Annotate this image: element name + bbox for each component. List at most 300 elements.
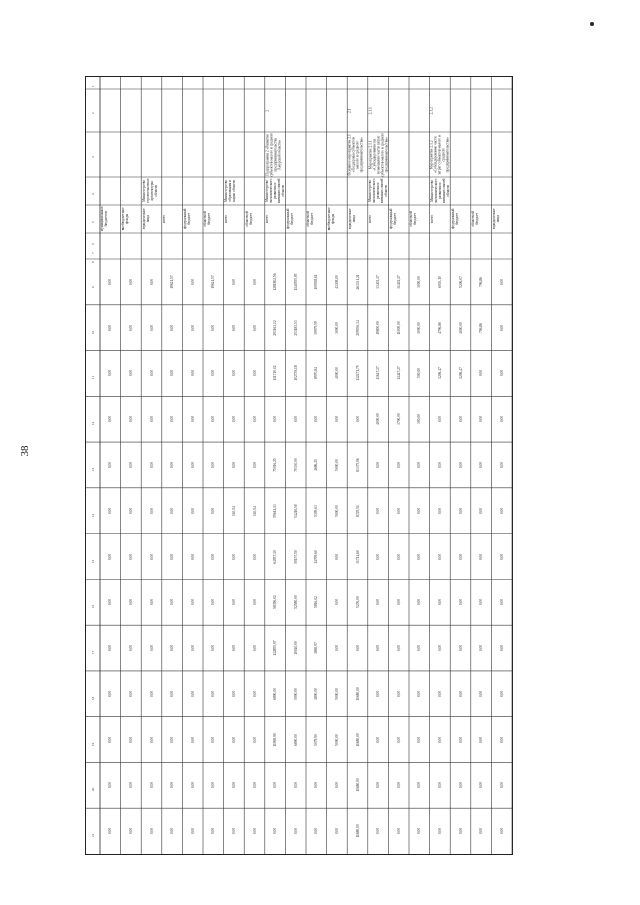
cell-value: 0,00 — [458, 461, 463, 469]
cell-value: 0,00 — [334, 827, 339, 835]
cell-source: всего — [162, 214, 167, 224]
cell-value: 0,00 — [252, 599, 257, 606]
cell-value: 0,00 — [314, 416, 319, 423]
cell-value: 0,00 — [231, 278, 236, 286]
cell-value: 0,00 — [211, 370, 216, 377]
cell-value: 5206,07 — [458, 276, 463, 288]
column-number: 14 — [91, 513, 95, 517]
cell-value: 0,00 — [479, 782, 484, 789]
cell-value: 102739,18 — [293, 365, 298, 382]
cell-value: 0,00 — [190, 324, 195, 331]
cell-value: 8725,51 — [355, 504, 360, 517]
cell-value: 0,00 — [190, 278, 195, 286]
cell-value: 0,00 — [437, 599, 442, 606]
cell-value: 0,00 — [190, 461, 195, 469]
cell-value: 0,00 — [128, 690, 133, 697]
cell-value: 163,54 — [231, 505, 236, 516]
cell-executor: Министерство строительства и архитектуры области — [141, 178, 158, 204]
column-number: 7 — [91, 252, 95, 254]
column-number: 13 — [91, 467, 95, 471]
column-number: 3 — [91, 156, 95, 158]
cell-value: 1000,00 — [417, 321, 422, 334]
cell-value: 58396,02 — [273, 595, 278, 610]
cell-value: 0,00 — [293, 416, 298, 423]
cell-value: 111710,02 — [273, 365, 278, 381]
cell-value: 0,00 — [149, 782, 154, 789]
cell-value: 0,00 — [190, 827, 195, 835]
cell-value: 5816,02 — [314, 596, 319, 609]
cell-value: 0,00 — [190, 370, 195, 377]
cell-value: 0,00 — [211, 507, 216, 514]
cell-value: 0,00 — [170, 507, 175, 514]
cell-value: 0,00 — [252, 827, 257, 835]
cell-value: 0,00 — [211, 416, 216, 423]
column-number: 6 — [91, 243, 95, 245]
cell-value: 0,00 — [479, 553, 484, 560]
cell-value: 0,00 — [231, 827, 236, 835]
cell-value: 0,00 — [417, 827, 422, 835]
cell-executor: Министерство экономического развития и внешних связей области — [368, 178, 389, 204]
cell-source: внебюджетные фонды — [327, 207, 336, 231]
cell-value: 5395,63 — [314, 504, 319, 517]
cell-value: 0,00 — [170, 690, 175, 697]
cell-source: внебюджетные фонды — [121, 207, 130, 231]
cell-value: 0,00 — [499, 416, 504, 423]
cell-value: 5276,00 — [355, 596, 360, 609]
cell-value: 0,00 — [417, 736, 422, 743]
cell-value: 0,00 — [437, 416, 442, 423]
cell-source: юридические лица — [347, 208, 356, 230]
cell-value: 0,00 — [417, 644, 422, 652]
cell-value: 4686,25 — [314, 459, 319, 471]
cell-value: 0,00 — [273, 416, 278, 423]
cell-value: 0,00 — [128, 644, 133, 652]
cell-value: 0,00 — [499, 827, 504, 835]
column-number: 9 — [91, 286, 95, 288]
cell-value: 0,00 — [231, 599, 236, 606]
cell-value: 0,00 — [458, 827, 463, 835]
cell-value: 3000,00 — [334, 321, 339, 334]
cell-value: 0,00 — [170, 416, 175, 423]
cell-value: 3700,00 — [396, 413, 401, 426]
cell-value: 0,00 — [190, 690, 195, 697]
cell-value: 4000,00 — [458, 321, 463, 334]
cell-value: 0,00 — [396, 599, 401, 606]
cell-value: 0,00 — [314, 827, 319, 835]
cell-value: 0,00 — [334, 599, 339, 606]
cell-value: 10040,00 — [293, 641, 298, 655]
cell-value: 0,00 — [273, 782, 278, 789]
cell-value: 6890,00 — [293, 733, 298, 746]
cell-value: 0,00 — [211, 736, 216, 743]
cell-value: 0,00 — [211, 690, 216, 697]
cell-value: 0,00 — [437, 507, 442, 514]
cell-value: 0,00 — [396, 644, 401, 652]
cell-value: 0,00 — [376, 782, 381, 789]
cell-value: 796,86 — [479, 276, 484, 287]
cell-value: 4000,00 — [334, 367, 339, 380]
cell-executor: Министерство экономического развития и внешних связей области — [265, 178, 286, 204]
cell-row-label: 2 — [265, 109, 270, 112]
cell-name: Подпрограмма 2 «Развитие субъектов малого и среднего предпринимательства Амурской области» — [265, 132, 282, 177]
cell-value: 1206,47 — [458, 367, 463, 380]
cell-value: 0,00 — [190, 736, 195, 743]
cell-value: 0,00 — [293, 827, 298, 835]
cell-value: 0,00 — [149, 553, 154, 560]
cell-value: 0,00 — [211, 782, 216, 789]
cell-value: 83375,06 — [355, 458, 360, 472]
cell-value: 0,00 — [170, 370, 175, 377]
cell-value: 0,00 — [376, 461, 381, 469]
cell-value: 19621,57 — [170, 275, 175, 289]
cell-value: 0,00 — [231, 553, 236, 560]
cell-value: 52580,00 — [293, 595, 298, 610]
cell-value: 6003,10 — [437, 276, 442, 288]
cell-value: 0,00 — [252, 690, 257, 697]
cell-value: 0,00 — [499, 736, 504, 743]
cell-source: юридические лица — [491, 208, 500, 230]
cell-value: 5000,00 — [334, 504, 339, 517]
cell-value: 0,00 — [417, 599, 422, 606]
cell-value: 0,00 — [396, 782, 401, 789]
cell-value: 112271,75 — [355, 365, 360, 381]
cell-value: 0,00 — [149, 278, 154, 286]
cell-value: 0,00 — [128, 324, 133, 331]
column-number: 8 — [91, 261, 95, 263]
cell-value: 1800,00 — [314, 687, 319, 700]
cell-value: 0,00 — [479, 461, 484, 469]
cell-value: 0,00 — [128, 736, 133, 743]
cell-source: всего — [265, 214, 270, 224]
cell-source: областной бюджет — [306, 211, 315, 227]
column-number: 18 — [91, 696, 95, 700]
cell-value: 0,00 — [149, 599, 154, 606]
cell-value: 14447,27 — [396, 366, 401, 381]
cell-value: 0,00 — [376, 507, 381, 514]
cell-value: 0,00 — [108, 507, 113, 514]
cell-value: 0,00 — [108, 324, 113, 331]
cell-value: 54216,50 — [293, 503, 298, 518]
cell-value: 0,00 — [211, 324, 216, 331]
cell-value: 0,00 — [376, 599, 381, 606]
cell-value: 0,00 — [190, 553, 195, 560]
cell-value: 0,00 — [149, 461, 154, 469]
cell-value: 70330,00 — [293, 458, 298, 472]
cell-value: 0,00 — [376, 690, 381, 697]
column-number: 16 — [91, 605, 95, 609]
cell-value: 0,00 — [231, 416, 236, 423]
cell-value: 5079,90 — [314, 733, 319, 746]
cell-value: 0,00 — [170, 599, 175, 606]
cell-value: 0,00 — [458, 644, 463, 652]
cell-value: 0,00 — [417, 553, 422, 560]
cell-value: 0,00 — [479, 599, 484, 606]
cell-source: федеральный бюджет — [182, 208, 191, 230]
cell-value: 0,00 — [108, 644, 113, 652]
cell-value: 0,00 — [479, 736, 484, 743]
cell-value: 0,00 — [458, 553, 463, 560]
cell-value: 0,00 — [108, 599, 113, 606]
column-number: 19 — [91, 742, 95, 746]
cell-value: 0,00 — [211, 644, 216, 652]
cell-value: 0,00 — [149, 507, 154, 514]
cell-value: 0,00 — [252, 370, 257, 377]
cell-value: 0,00 — [170, 644, 175, 652]
cell-value: 0,00 — [458, 599, 463, 606]
cell-source: всего — [430, 214, 435, 224]
cell-value: 0,00 — [437, 553, 442, 560]
cell-value: 0,00 — [170, 553, 175, 560]
cell-value: 11680,00 — [355, 824, 360, 838]
cell-value: 0,00 — [479, 827, 484, 835]
cell-value: 1206,47 — [437, 367, 442, 380]
column-number: 10 — [91, 330, 95, 334]
cell-value: 0,00 — [128, 553, 133, 560]
cell-value: 0,00 — [108, 416, 113, 423]
cell-value: 112855,97 — [273, 640, 278, 656]
cell-value: 0,00 — [211, 827, 216, 835]
cell-value: 0,00 — [128, 507, 133, 514]
cell-value: 0,00 — [190, 507, 195, 514]
cell-value: 0,00 — [252, 782, 257, 789]
cell-source: федеральный бюджет — [450, 208, 459, 230]
cell-value: 0,00 — [170, 461, 175, 469]
cell-value: 0,00 — [334, 644, 339, 652]
cell-value: 0,00 — [458, 507, 463, 514]
cell-value: 293163,12 — [273, 320, 278, 336]
cell-value: 0,00 — [149, 736, 154, 743]
cell-executor: Министерство образования и науки области — [224, 179, 237, 203]
cell-value: 0,00 — [211, 461, 216, 469]
cell-value: 0,00 — [231, 370, 236, 377]
cell-value: 0,00 — [479, 370, 484, 377]
cell-value: 0,00 — [437, 736, 442, 743]
cell-value: 0,00 — [499, 690, 504, 697]
cell-value: 0,00 — [149, 324, 154, 331]
column-number: 5 — [91, 221, 95, 223]
cell-value: 0,00 — [128, 461, 133, 469]
cell-value: 0,00 — [334, 416, 339, 423]
cell-value: 50157,50 — [293, 549, 298, 564]
cell-value: 13647,27 — [376, 366, 381, 381]
cell-value: 300,00 — [417, 414, 422, 425]
cell-value: 4000,00 — [376, 413, 381, 426]
cell-value: 14799,60 — [314, 549, 319, 564]
cell-source: областной бюджет — [203, 211, 212, 227]
cell-value: 0,00 — [376, 553, 381, 560]
cell-value: 0,00 — [108, 736, 113, 743]
cell-value: 0,00 — [128, 827, 133, 835]
cell-value: 0,00 — [334, 782, 339, 789]
cell-value: 0,00 — [108, 370, 113, 377]
cell-value: 0,00 — [458, 416, 463, 423]
cell-source: юридические лица — [141, 208, 150, 230]
column-number: 11 — [91, 376, 95, 380]
cell-value: 0,00 — [499, 324, 504, 331]
cell-value: 1281802,56 — [273, 273, 278, 291]
cell-value: 5000,00 — [334, 733, 339, 746]
cell-value: 0,00 — [149, 644, 154, 652]
cell-value: 6890,00 — [273, 687, 278, 700]
cell-value: 1140555,95 — [293, 273, 298, 291]
cell-value: 0,00 — [396, 827, 401, 835]
cell-value: 31714,60 — [355, 549, 360, 564]
cell-value: 0,00 — [170, 736, 175, 743]
cell-value: 0,00 — [231, 690, 236, 697]
cell-value: 0,00 — [417, 690, 422, 697]
cell-value: 0,00 — [396, 507, 401, 514]
cell-source: всего — [224, 214, 229, 224]
cell-name: Мероприятие 2.1.1 «Субсидирование на возмещение части затрат субъектов малого и среднего предпринимательства» — [368, 132, 389, 177]
cell-value: 163,54 — [252, 505, 257, 516]
cell-value: 0,00 — [231, 736, 236, 743]
cell-value: 0,00 — [479, 644, 484, 652]
cell-row-label: 2.1.1 — [368, 106, 373, 115]
cell-value: 43308,00 — [334, 275, 339, 289]
cell-value: 0,00 — [190, 782, 195, 789]
cell-value: 0,00 — [417, 507, 422, 514]
cell-source: федеральный бюджет — [388, 208, 397, 230]
cell-value: 0,00 — [273, 827, 278, 835]
cell-source: областной бюджет — [471, 211, 480, 227]
cell-value: 3000,00 — [417, 276, 422, 288]
cell-value: 0,00 — [252, 278, 257, 286]
cell-name: Мероприятие 2.1.2 «Субсидирование части затрат субъектов малого и среднего предпринимательства» — [430, 134, 451, 175]
cell-value: 0,00 — [437, 690, 442, 697]
cell-source: областной бюджет — [244, 211, 253, 227]
cell-value: 0,00 — [252, 553, 257, 560]
column-number: 21 — [91, 833, 95, 838]
cell-value: 0,00 — [108, 461, 113, 469]
column-number: 12 — [91, 422, 95, 426]
cell-value: 59612,13 — [273, 503, 278, 518]
cell-value: 0,00 — [190, 416, 195, 423]
cell-value: 0,00 — [108, 827, 113, 835]
cell-value: 11680,00 — [355, 732, 360, 747]
cell-value: 0,00 — [293, 782, 298, 789]
cell-row-label: 2.1 — [347, 108, 352, 113]
cell-value: 0,00 — [458, 782, 463, 789]
cell-value: 0,00 — [417, 782, 422, 789]
cell-source: всего — [368, 214, 373, 224]
cell-value: 0,00 — [252, 324, 257, 331]
corner-mark — [590, 22, 594, 26]
cell-value: 209936,34 — [355, 320, 360, 336]
cell-value: 0,00 — [437, 461, 442, 469]
cell-value: 0,00 — [396, 690, 401, 697]
cell-value: 0,00 — [396, 461, 401, 469]
cell-value: 0,00 — [479, 690, 484, 697]
cell-value: 0,00 — [252, 416, 257, 423]
cell-value: 796,86 — [479, 322, 484, 333]
cell-value: 0,00 — [190, 599, 195, 606]
cell-value: 0,00 — [231, 461, 236, 469]
cell-value: 0,00 — [437, 644, 442, 652]
cell-name: Основное мероприятие 2.1 «Поддержка субъектов малого и среднего предпринимательства» — [347, 133, 364, 176]
cell-value: 11000,00 — [396, 320, 401, 335]
cell-value: 0,00 — [458, 736, 463, 743]
cell-value: 0,00 — [149, 370, 154, 377]
cell-value: 39979,59 — [314, 320, 319, 335]
cell-value: 0,00 — [396, 736, 401, 743]
column-number: 2 — [91, 112, 95, 114]
cell-value: 0,00 — [376, 827, 381, 835]
cell-value: 0,00 — [499, 507, 504, 514]
cell-value: 5000,00 — [334, 687, 339, 700]
cell-value: 0,00 — [499, 782, 504, 789]
cell-value: 0,00 — [231, 644, 236, 652]
cell-value: 0,00 — [355, 416, 360, 423]
cell-value: 1865,97 — [314, 642, 319, 654]
cell-value: 0,00 — [170, 782, 175, 789]
cell-value: 5090,00 — [293, 687, 298, 700]
cell-value: 0,00 — [231, 324, 236, 331]
cell-value: 0,00 — [108, 690, 113, 697]
column-number: 20 — [91, 788, 95, 792]
cell-value: 253183,53 — [293, 320, 298, 336]
cell-value: 0,00 — [499, 599, 504, 606]
cell-value: 0,00 — [376, 736, 381, 743]
column-number: 4 — [91, 193, 95, 195]
cell-value: 0,00 — [437, 827, 442, 835]
column-number: 15 — [91, 559, 95, 563]
cell-value: 0,00 — [108, 278, 113, 286]
cell-source: федеральный бюджет — [285, 208, 294, 230]
cell-value: 0,00 — [190, 644, 195, 652]
cell-source: муниципальных бюджетов — [100, 206, 109, 232]
cell-value: 0,00 — [128, 278, 133, 286]
cell-value: 75016,25 — [273, 458, 278, 472]
cell-value: 0,00 — [499, 370, 504, 377]
cell-value: 0,00 — [499, 644, 504, 652]
cell-value: 100938,61 — [314, 274, 319, 290]
cell-value: 19800,00 — [376, 320, 381, 335]
cell-value: 0,00 — [128, 370, 133, 377]
cell-value: 33402,17 — [376, 275, 381, 289]
cell-value: 0,00 — [499, 278, 504, 286]
cell-value: 0,00 — [252, 736, 257, 743]
cell-value: 0,00 — [108, 553, 113, 560]
cell-value: 0,00 — [211, 553, 216, 560]
cell-value: 4796,86 — [437, 321, 442, 334]
cell-value: 0,00 — [437, 782, 442, 789]
cell-value: 0,00 — [499, 553, 504, 560]
column-number: 17 — [91, 650, 95, 655]
cell-value: 0,00 — [334, 553, 339, 560]
cell-value: 0,00 — [376, 644, 381, 652]
cell-value: 500,00 — [417, 368, 422, 379]
cell-value: 0,00 — [231, 782, 236, 789]
cell-value: 0,00 — [211, 599, 216, 606]
cell-value: 11680,00 — [355, 687, 360, 701]
cell-value: 0,00 — [149, 416, 154, 423]
cell-value: 19621,57 — [211, 275, 216, 289]
cell-value: 0,00 — [252, 644, 257, 652]
cell-value: 11969,90 — [273, 732, 278, 747]
cell-value: 8970,84 — [314, 367, 319, 380]
cell-value: 0,00 — [128, 416, 133, 423]
cell-value: 463331,21 — [355, 274, 360, 290]
cell-value: 11680,00 — [355, 778, 360, 793]
cell-value: 31402,17 — [396, 275, 401, 289]
cell-executor: Министерство экономического развития и внешних связей области — [430, 178, 451, 204]
cell-value: 0,00 — [149, 690, 154, 697]
cell-value: 0,00 — [170, 324, 175, 331]
column-number: 1 — [91, 85, 95, 87]
cell-value: 0,00 — [396, 553, 401, 560]
rotated-budget-table — [85, 76, 513, 855]
cell-value: 0,00 — [252, 461, 257, 469]
